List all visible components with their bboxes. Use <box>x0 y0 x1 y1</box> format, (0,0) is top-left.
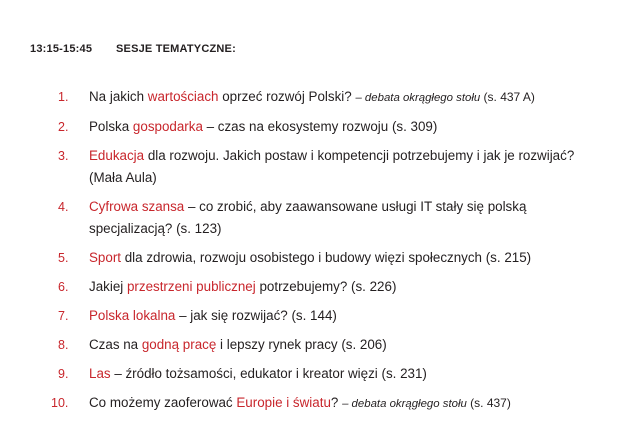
topic-highlight: godną pracę <box>141 337 217 352</box>
session-item <box>58 116 598 138</box>
session-item-text: – źródło tożsamości, edukator i kreator więzi (s. 231) <box>110 366 427 381</box>
topic-highlight: Polska lokalna <box>89 308 176 323</box>
session-item-number: 6. <box>58 280 69 294</box>
session-item-text: – jak się rozwijać? (s. 144) <box>175 308 337 323</box>
session-item-text: – czas na ekosystemy rozwoju (s. 309) <box>202 119 438 134</box>
session-item-number: 2. <box>58 120 69 134</box>
topic-highlight: Sport <box>89 250 122 265</box>
session-item-text: oprzeć rozwój Polski? <box>218 89 356 104</box>
page-reference: (s. 437) <box>466 396 511 410</box>
session-item-text: Czas na <box>89 337 142 352</box>
session-item-text: potrzebujemy? (s. 226) <box>255 279 397 294</box>
topic-highlight: przestrzeni publicznej <box>126 279 256 294</box>
session-item-text: i lepszy rynek pracy (s. 206) <box>216 337 387 352</box>
session-item-number: 9. <box>58 367 69 381</box>
session-item-number: 7. <box>58 309 69 323</box>
session-item <box>58 363 598 385</box>
debate-note: – debata okrągłego stołu <box>342 398 467 410</box>
session-item-number: 3. <box>58 149 69 163</box>
session-item-number: 10. <box>51 396 69 410</box>
page-reference: (s. 437 A) <box>480 90 535 104</box>
session-item-text: ? <box>330 395 343 410</box>
session-item <box>58 276 598 298</box>
session-item <box>58 196 598 240</box>
session-time: 13:15-15:45 <box>30 43 93 55</box>
session-item <box>58 334 598 356</box>
session-item-text: dla rozwoju. Jakich postaw i kompetencji potrzebujemy i jak je rozwijać? (Mała Aula) <box>89 148 575 185</box>
session-list <box>51 86 598 422</box>
session-item <box>58 86 598 109</box>
debate-note: – debata okrągłego stołu <box>355 92 481 104</box>
topic-highlight: Las <box>89 366 111 381</box>
session-item-number: 8. <box>58 338 69 352</box>
session-item-text: Jakiej <box>89 279 127 294</box>
session-title: SESJE TEMATYCZNE: <box>116 43 236 55</box>
session-item-number: 5. <box>58 251 69 265</box>
session-header <box>30 43 236 55</box>
session-item <box>58 305 598 327</box>
session-item <box>58 247 598 269</box>
session-item <box>51 392 598 415</box>
session-item <box>58 145 598 189</box>
session-item-text: Na jakich <box>89 89 148 104</box>
topic-highlight: Europie i światu <box>236 395 331 410</box>
session-item-number: 1. <box>58 90 69 104</box>
topic-highlight: Cyfrowa szansa <box>89 199 185 214</box>
topic-highlight: wartościach <box>147 89 219 104</box>
session-item-text: – co zrobić, aby zaawansowane usługi IT stały się polską specjalizacją? (s. 123) <box>89 199 527 236</box>
session-item-text: Co możemy zaoferować <box>89 395 237 410</box>
session-item-text: dla zdrowia, rozwoju osobistego i budowy więzi społecznych (s. 215) <box>121 250 532 265</box>
topic-highlight: Edukacja <box>89 148 145 163</box>
session-item-number: 4. <box>58 200 69 214</box>
topic-highlight: gospodarka <box>132 119 203 134</box>
session-item-text: Polska <box>89 119 133 134</box>
